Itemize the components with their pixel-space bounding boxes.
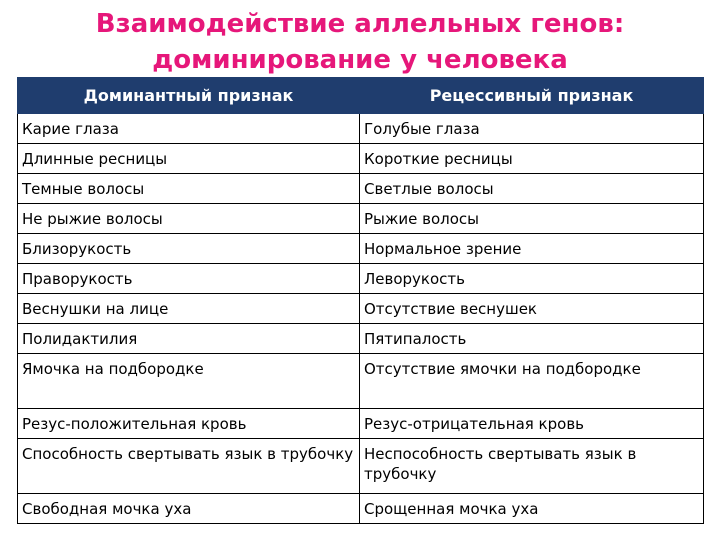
dominant-cell: Не рыжие волосы	[18, 204, 360, 234]
table-row	[18, 264, 704, 294]
recessive-cell: Отсутствие веснушек	[360, 294, 704, 324]
header-dominant: Доминантный признак	[18, 78, 360, 114]
dominant-cell: Близорукость	[18, 234, 360, 264]
recessive-cell: Светлые волосы	[360, 174, 704, 204]
table-row	[18, 354, 704, 409]
recessive-cell: Срощенная мочка уха	[360, 494, 704, 524]
recessive-cell: Нормальное зрение	[360, 234, 704, 264]
table-row	[18, 294, 704, 324]
recessive-cell: Голубые глаза	[360, 114, 704, 144]
table-row	[18, 114, 704, 144]
recessive-cell: Леворукость	[360, 264, 704, 294]
table-row	[18, 494, 704, 524]
dominant-cell: Свободная мочка уха	[18, 494, 360, 524]
traits-table	[17, 77, 704, 524]
recessive-cell: Пятипалость	[360, 324, 704, 354]
page-title-line-2: доминирование у человека	[152, 45, 568, 75]
table-header-row	[18, 78, 704, 114]
recessive-cell: Короткие ресницы	[360, 144, 704, 174]
dominant-cell: Полидактилия	[18, 324, 360, 354]
table-row	[18, 439, 704, 494]
dominant-cell: Карие глаза	[18, 114, 360, 144]
table-row	[18, 234, 704, 264]
dominant-cell: Длинные ресницы	[18, 144, 360, 174]
dominant-cell: Резус-положительная кровь	[18, 409, 360, 439]
page-title	[0, 6, 720, 78]
dominant-cell: Ямочка на подбородке	[18, 354, 360, 409]
table-row	[18, 204, 704, 234]
recessive-cell: Отсутствие ямочки на подбородке	[360, 354, 704, 409]
dominant-cell: Темные волосы	[18, 174, 360, 204]
table-row	[18, 324, 704, 354]
page-title-line-1: Взаимодействие аллельных генов:	[95, 9, 625, 39]
dominant-cell: Способность свертывать язык в трубочку	[18, 439, 360, 494]
recessive-cell: Неспособность свертывать язык в трубочку	[360, 439, 704, 494]
table-row	[18, 409, 704, 439]
recessive-cell: Рыжие волосы	[360, 204, 704, 234]
recessive-cell: Резус-отрицательная кровь	[360, 409, 704, 439]
table-row	[18, 144, 704, 174]
header-recessive: Рецессивный признак	[360, 78, 704, 114]
dominant-cell: Веснушки на лице	[18, 294, 360, 324]
table-row	[18, 174, 704, 204]
dominant-cell: Праворукость	[18, 264, 360, 294]
